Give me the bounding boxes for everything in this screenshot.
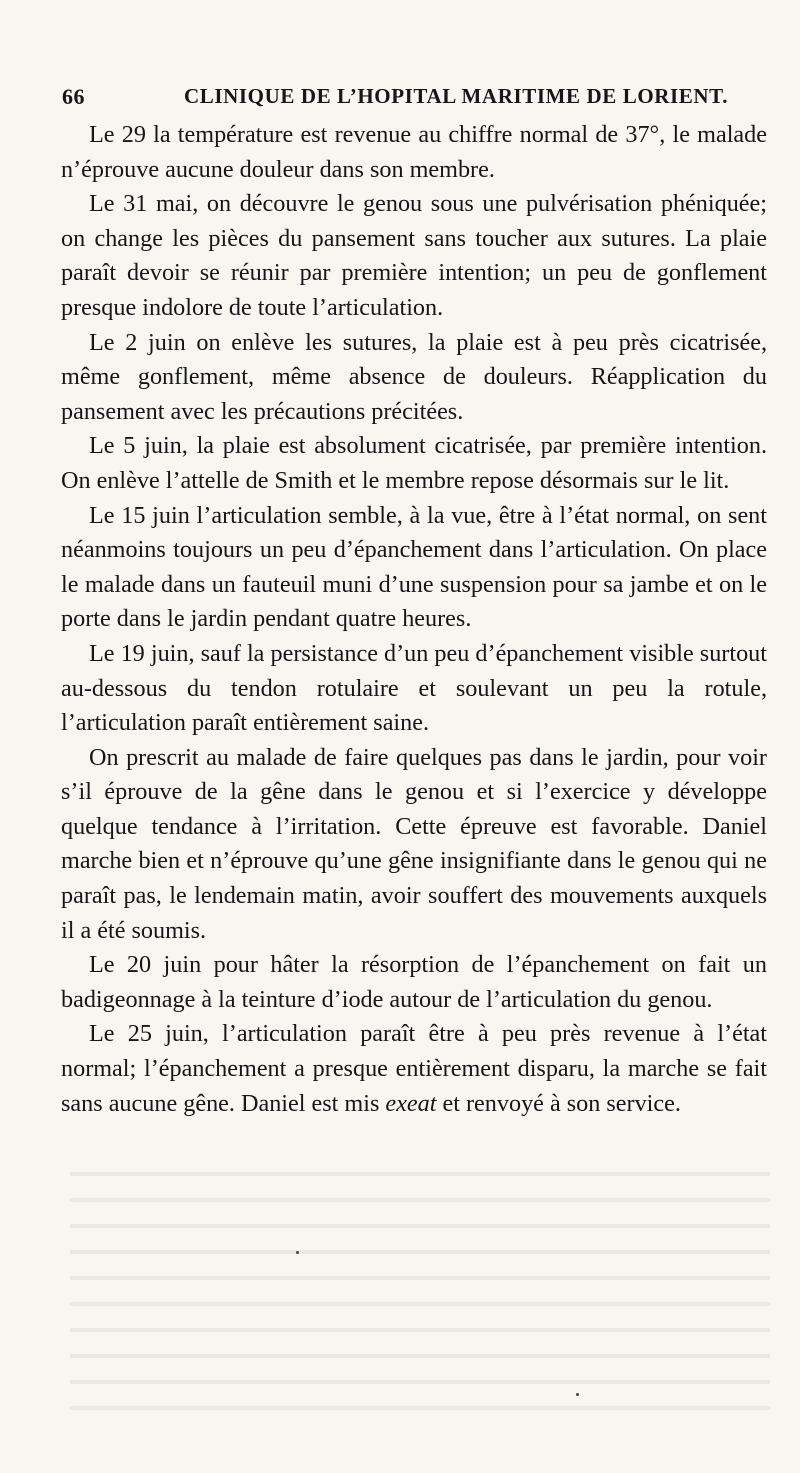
paragraph-last (61, 1017, 767, 1121)
paragraph: Le 5 juin, la plaie est absolument cicatrisée, par première intention. On enlève l’attelle de Smith et le membre repose désormais sur le lit. (61, 432, 767, 494)
paragraph: Le 20 juin pour hâter la résorption de l’épanchement on fait un badigeonnage à la teinture d’iode autour de l’articulation du genou. (61, 951, 767, 1013)
paragraph: Le 31 mai, on découvre le genou sous une pulvérisation phéniquée; on change les pièces du pansement sans toucher aux sutures. La plaie paraît devoir se réunir par première intention; un peu de gonflement presque indolore de toute l’articulation. (61, 190, 767, 321)
page-header (62, 84, 768, 116)
ink-speck (576, 1393, 579, 1396)
paragraph: Le 19 juin, sauf la persistance d’un peu d’épanchement visible surtout au-dessous du tendon rotulaire et soulevant un peu la rotule, l’articulation paraît entièrement saine. (61, 639, 767, 737)
paragraph: Le 15 juin l’articulation semble, à la vue, être à l’état normal, on sent néanmoins toujours un peu d’épanchement dans l’articulation. On place le malade dans un fauteuil muni d’une suspension pour sa jambe et on le porte dans le jardin pendant quatre heures. (61, 501, 767, 633)
paragraph-text: Le 25 juin, l’articulation paraît être à peu près revenue à l’état normal; l’épanchement a presque entièrement disparu, la marche se fait sans aucune gêne. Daniel est mis (61, 1020, 767, 1117)
body-text (61, 118, 767, 1121)
paragraph-text: et renvoyé à son service. (436, 1089, 681, 1117)
page-number: 66 (62, 84, 85, 109)
paragraph: Le 2 juin on enlève les sutures, la plaie est à peu près cicatrisée, même gonflement, même absence de douleurs. Réapplication du pansement avec les précautions précitées. (61, 328, 767, 425)
italic-term: exeat (385, 1089, 437, 1117)
reverse-side-bleed-through (70, 1150, 770, 1410)
ink-speck (296, 1251, 299, 1254)
paragraph: On prescrit au malade de faire quelques pas dans le jardin, pour voir s’il éprouve de la gêne dans le genou et si l’exercice y développe quelque tendance à l’irritation. Cette épreuve est favorable. Daniel marche bien et n’éprouve qu’une gêne insignifiante dans le genou qui ne paraît pas, le lendemain matin, avoir souffert des mouvements auxquels il a été soumis. (61, 743, 767, 944)
running-head: CLINIQUE DE L’HOPITAL MARITIME DE LORIENT. (184, 84, 729, 108)
paragraph: Le 29 la température est revenue au chiffre normal de 37°, le malade n’éprouve aucune douleur dans son membre. (61, 121, 767, 183)
